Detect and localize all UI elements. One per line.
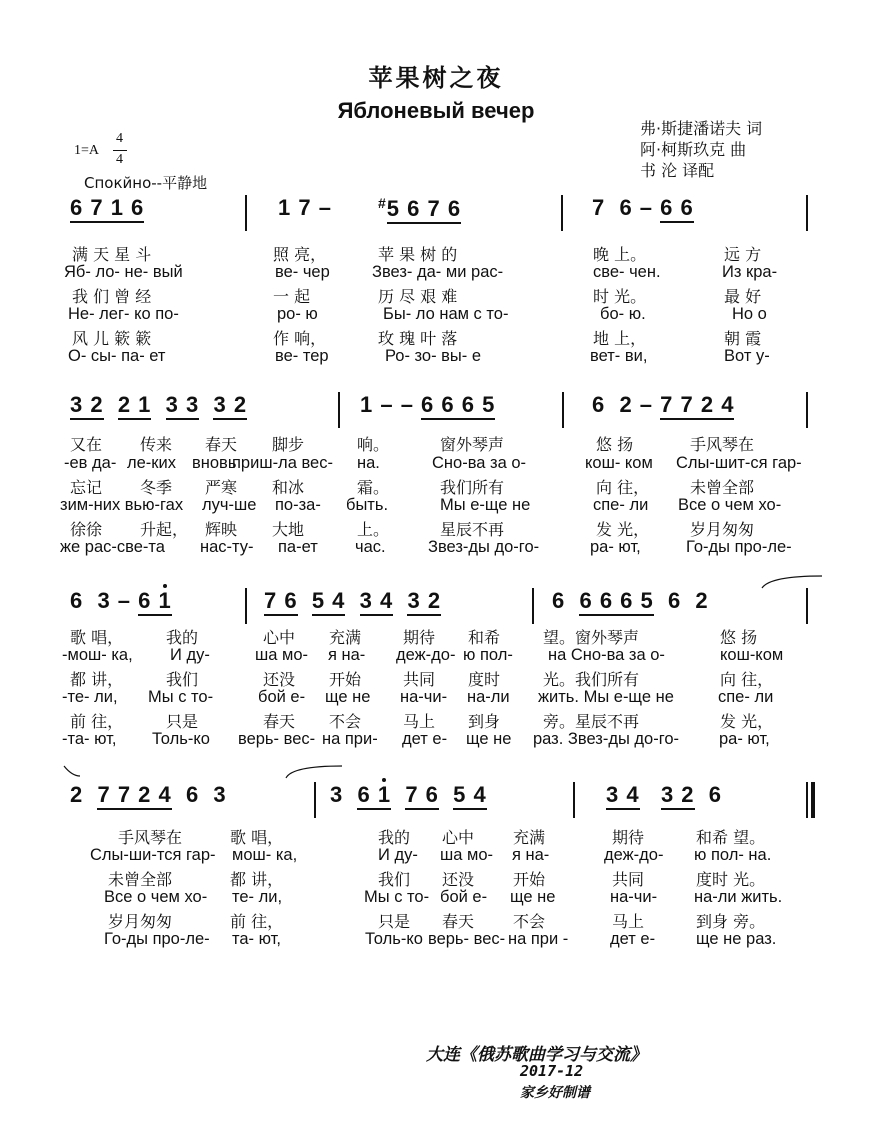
lyric-row2-line4-g: Все о чем хо-	[678, 496, 782, 514]
lyric-row4-line4-a: Все о чем хо-	[104, 888, 208, 906]
lyric-row2-line2-f: Сно-ва за о-	[432, 454, 527, 472]
lyric-row3-line6-a: -та- ют,	[62, 730, 117, 748]
composer-credit: 阿·柯斯玖克 曲	[640, 140, 747, 159]
key-signature: 1=A	[74, 143, 100, 158]
lyric-row3-line6-f: ще не	[466, 730, 512, 748]
lyric-row3-line1-h: 悠 扬	[720, 628, 758, 647]
measure-2-notes-a: 1 7 –	[278, 195, 332, 220]
barline	[806, 392, 808, 428]
lyric-row4-line4-f: на-чи-	[610, 888, 658, 906]
final-barline-thick	[811, 782, 815, 818]
lyric-row1-line6-e: Вот у-	[724, 347, 770, 365]
lyric-row4-line4-e: ще не	[510, 888, 556, 906]
lyric-row4-line6-d: верь- вес-	[428, 930, 506, 948]
lyric-row3-line4-b: Мы с то-	[148, 688, 214, 706]
lyric-row4-line1-b: 歌 唱，	[230, 828, 284, 847]
lyric-row2-line6-a: же рас-све-та	[60, 538, 165, 556]
lyric-row3-line5-h: 发 光，	[720, 712, 774, 731]
measure-12-notes: 3 4 3 2 6	[606, 782, 722, 808]
lyric-row2-line6-e: Звез-ды до-го-	[428, 538, 540, 556]
lyric-row1-line1-e: 远 方	[724, 245, 762, 264]
lyric-row3-line4-f: на-ли	[467, 688, 510, 706]
lyric-row2-line4-d: быть.	[346, 496, 389, 514]
lyric-row4-line6-e: на при -	[508, 930, 569, 948]
lyric-row2-line4-b: луч-ше	[202, 496, 257, 514]
lyric-row3-line3-b: 我们	[166, 670, 199, 689]
lyric-row2-line6-g: Го-ды про-ле-	[686, 538, 792, 556]
lyric-row2-line5-a: 徐徐	[70, 520, 103, 539]
lyric-row3-line5-c: 春天	[263, 712, 296, 731]
lyric-row2-line5-h: 岁月匆匆	[690, 520, 755, 539]
tie-arc-end	[62, 764, 82, 778]
lyric-row1-line2-b: ве- чер	[275, 263, 330, 281]
lyric-row2-line2-c: вновь	[192, 454, 237, 472]
lyric-row3-line3-c: 还没	[263, 670, 296, 689]
barline	[562, 392, 564, 428]
notation-row-1	[0, 195, 872, 235]
footer-date: 2017-12	[520, 1062, 584, 1080]
lyric-row1-line3-a: 我 们 曾 经	[72, 287, 152, 306]
lyric-row4-line3-e: 开始	[513, 870, 546, 889]
lyric-row1-line4-e: Но о	[732, 305, 767, 323]
lyric-row4-line4-b: те- ли,	[232, 888, 283, 906]
tie-arc	[760, 574, 824, 590]
lyric-row3-line5-b: 只是	[166, 712, 199, 731]
lyric-row1-line2-e: Из кра-	[722, 263, 778, 281]
lyric-row3-line2-a: -мош- ка,	[62, 646, 133, 664]
barline	[245, 588, 247, 624]
lyric-row2-line5-c: 辉映	[205, 520, 238, 539]
barline	[245, 195, 247, 231]
lyric-row3-line4-e: на-чи-	[400, 688, 448, 706]
lyric-row4-line3-b: 都 讲，	[230, 870, 284, 889]
lyric-row3-line2-c: ша мо-	[255, 646, 309, 664]
lyric-row2-line5-d: 大地	[272, 520, 305, 539]
lyric-row4-line2-b: мош- ка,	[232, 846, 298, 864]
lyric-row1-line2-d: све- чен.	[593, 263, 661, 281]
lyric-row2-line2-e: на.	[357, 454, 380, 472]
barline	[338, 392, 340, 428]
lyric-row2-line5-g: 发 光，	[596, 520, 650, 539]
lyric-row4-line1-g: 和希 望。	[696, 828, 766, 847]
lyric-row4-line1-e: 充满	[513, 828, 546, 847]
lyric-row4-line1-c: 我的	[378, 828, 411, 847]
lyric-row2-line1-a: 又在	[70, 435, 103, 454]
lyric-row3-line6-h: ра- ют,	[719, 730, 770, 748]
lyric-row2-line3-c: 严寒	[205, 478, 238, 497]
lyric-row2-line1-g: 悠 扬	[596, 435, 634, 454]
lyric-row4-line5-e: 不会	[513, 912, 546, 931]
lyric-row3-line5-e: 马上	[403, 712, 436, 731]
lyric-row2-line5-b: 升起，	[140, 520, 189, 539]
lyric-row3-line2-d: я на-	[328, 646, 366, 664]
lyric-row3-line3-d: 开始	[329, 670, 362, 689]
lyric-row3-line3-g: 光。我们所有	[543, 670, 640, 689]
lyric-row4-line3-c: 我们	[378, 870, 411, 889]
lyric-row4-line5-g: 到身 旁。	[696, 912, 766, 931]
lyric-row4-line2-a: Слы-ши-тся гар-	[90, 846, 216, 864]
lyric-row4-line2-c: И ду-	[378, 846, 418, 864]
measure-11-notes: 3 6 1 7 6 5 4	[330, 782, 487, 808]
lyric-row3-line3-e: 共同	[403, 670, 436, 689]
lyric-row2-line6-d: час.	[355, 538, 386, 556]
lyric-row4-line6-b: та- ют,	[232, 930, 281, 948]
lyric-row2-line4-f: спе- ли	[593, 496, 649, 514]
lyric-row4-line5-c: 只是	[378, 912, 411, 931]
lyric-row4-line2-e: я на-	[512, 846, 550, 864]
lyric-row2-line1-c: 春天	[205, 435, 238, 454]
lyric-row1-line3-c: 历 尽 艰 难	[378, 287, 458, 306]
lyric-row2-line6-c: па-ет	[278, 538, 318, 556]
translator-credit: 书 沦 译配	[640, 161, 715, 180]
measure-9-notes: 6 6 6 6 5 6 2	[552, 588, 709, 614]
measure-10-notes: 2 7 7 2 4 6 3	[70, 782, 227, 808]
lyric-row4-line6-f: дет е-	[610, 930, 656, 948]
lyric-row2-line1-d: 脚步	[272, 435, 305, 454]
measure-8-notes: 7 6 5 4 3 4 3 2	[264, 588, 441, 614]
lyric-row3-line1-e: 期待	[403, 628, 436, 647]
lyric-row1-line2-c: Звез- да- ми рас-	[372, 263, 504, 281]
song-title-russian: Яблоневый вечер	[337, 98, 535, 123]
lyric-row2-line3-f: 我们所有	[440, 478, 505, 497]
barline	[532, 588, 534, 624]
lyric-row1-line6-b: ве- тер	[275, 347, 329, 365]
lyric-row4-line4-c: Мы с то-	[364, 888, 430, 906]
lyric-row4-line6-g: ще не раз.	[696, 930, 777, 948]
lyric-row3-line6-b: Толь-ко	[152, 730, 210, 748]
lyric-row1-line4-a: Не- лег- ко по-	[68, 305, 179, 323]
lyric-row2-line1-h: 手风琴在	[690, 435, 755, 454]
lyric-row2-line3-d: 和冰	[272, 478, 305, 497]
final-barline-thin	[806, 782, 808, 818]
lyric-row4-line2-d: ша мо-	[440, 846, 494, 864]
lyric-row3-line3-h: 向 往，	[720, 670, 774, 689]
lyric-row3-line4-h: спе- ли	[718, 688, 774, 706]
lyric-row4-line6-c: Толь-ко	[365, 930, 423, 948]
lyric-row1-line5-b: 作 响，	[273, 329, 327, 348]
lyric-row4-line5-b: 前 往，	[230, 912, 284, 931]
lyric-row2-line6-f: ра- ют,	[590, 538, 641, 556]
lyric-row4-line4-g: на-ли жить.	[694, 888, 783, 906]
lyric-row1-line4-d: бо- ю.	[600, 305, 646, 323]
measure-2-notes-b: #5 6 7 6	[378, 195, 461, 222]
measure-3-notes: 7 6 – 6 6	[592, 195, 694, 221]
lyric-row1-line4-b: ро- ю	[277, 305, 318, 323]
lyric-row4-line3-g: 度时 光。	[696, 870, 766, 889]
barline	[561, 195, 563, 231]
song-title-chinese: 苹果树之夜	[368, 63, 504, 92]
time-signature-divider	[113, 150, 127, 151]
lyric-row1-line2-a: Яб- ло- не- вый	[64, 263, 183, 281]
lyric-row4-line5-d: 春天	[442, 912, 475, 931]
lyric-row1-line6-c: Ро- зо- вы- е	[385, 347, 482, 365]
lyric-row4-line2-f: деж-до-	[604, 846, 664, 864]
lyric-row3-line2-b: И ду-	[170, 646, 210, 664]
tie-arc	[284, 764, 344, 780]
lyric-row2-line2-d: приш-ла вес-	[232, 454, 333, 472]
lyricist-credit: 弗·斯捷潘诺夫 词	[640, 119, 763, 138]
lyric-row3-line1-f: 和希	[468, 628, 501, 647]
lyric-row3-line4-a: -те- ли,	[62, 688, 118, 706]
lyric-row3-line4-g: жить. Мы е-ще не	[538, 688, 674, 706]
measure-7-notes: 6 3 – 6 1	[70, 588, 172, 614]
time-signature-bottom: 4	[116, 152, 123, 167]
lyric-row1-line3-d: 时 光。	[593, 287, 647, 306]
tempo-marking: Спокйно--平静地	[84, 174, 208, 192]
lyric-row1-line1-c: 苹 果 树 的	[378, 245, 458, 264]
lyric-row1-line1-b: 照 亮，	[273, 245, 327, 264]
measure-1-notes: 6 7 1 6	[70, 195, 144, 221]
lyric-row2-line2-g: кош- ком	[585, 454, 653, 472]
lyric-row4-line3-f: 共同	[612, 870, 645, 889]
lyric-row4-line3-a: 未曾全部	[108, 870, 173, 889]
lyric-row3-line6-c: верь- вес-	[238, 730, 316, 748]
lyric-row1-line1-a: 满 天 星 斗	[72, 245, 152, 264]
lyric-row3-line3-f: 度时	[468, 670, 501, 689]
lyric-row3-line2-f: ю пол-	[463, 646, 513, 664]
lyric-row1-line6-a: О- сы- па- ет	[68, 347, 166, 365]
lyric-row3-line6-d: на при-	[322, 730, 378, 748]
lyric-row1-line4-c: Бы- ло нам с то-	[383, 305, 509, 323]
lyric-row4-line5-a: 岁月匆匆	[108, 912, 173, 931]
lyric-row2-line3-h: 未曾全部	[690, 478, 755, 497]
notation-row-3	[0, 588, 872, 628]
lyric-row1-line5-d: 地 上，	[593, 329, 647, 348]
lyric-row2-line3-b: 冬季	[140, 478, 173, 497]
lyric-row2-line4-c: по-за-	[275, 496, 321, 514]
lyric-row2-line5-e: 上。	[357, 520, 390, 539]
lyric-row2-line4-e: Мы е-ще не	[440, 496, 531, 514]
lyric-row3-line5-g: 旁。星辰不再	[543, 712, 640, 731]
lyric-row3-line2-h: кош-ком	[720, 646, 784, 664]
lyric-row1-line6-d: вет- ви,	[590, 347, 648, 365]
time-signature-top: 4	[116, 131, 123, 146]
lyric-row4-line3-d: 还没	[442, 870, 475, 889]
lyric-row2-line2-a: -ев да-	[64, 454, 117, 472]
lyric-row4-line5-f: 马上	[612, 912, 645, 931]
lyric-row2-line3-e: 霜。	[357, 478, 390, 497]
measure-5-notes: 1 – – 6 6 6 5	[360, 392, 495, 418]
barline	[806, 588, 808, 624]
lyric-row2-line5-f: 星辰不再	[440, 520, 505, 539]
lyric-row1-line1-d: 晚 上。	[593, 245, 647, 264]
lyric-row2-line3-a: 忘记	[70, 478, 103, 497]
lyric-row4-line6-a: Го-ды про-ле-	[104, 930, 210, 948]
lyric-row2-line1-b: 传来	[140, 435, 173, 454]
lyric-row4-line1-a: 手风琴在	[118, 828, 183, 847]
lyric-row3-line1-d: 充满	[329, 628, 362, 647]
lyric-row4-line4-d: бой е-	[440, 888, 488, 906]
lyric-row2-line1-f: 窗外琴声	[440, 435, 505, 454]
barline	[314, 782, 316, 818]
lyric-row4-line1-f: 期待	[612, 828, 645, 847]
lyric-row2-line4-a: зим-них вью-гах	[60, 496, 184, 514]
lyric-row1-line3-e: 最 好	[724, 287, 762, 306]
lyric-row3-line5-f: 到身	[468, 712, 501, 731]
footer-maker: 家乡好制谱	[520, 1085, 590, 1101]
lyric-row3-line3-a: 都 讲，	[70, 670, 124, 689]
lyric-row4-line2-g: ю пол- на.	[694, 846, 772, 864]
lyric-row3-line5-d: 不会	[329, 712, 362, 731]
lyric-row3-line2-e: деж-до-	[396, 646, 456, 664]
lyric-row1-line5-c: 玫 瑰 叶 落	[378, 329, 458, 348]
lyric-row3-line1-c: 心中	[263, 628, 296, 647]
lyric-row2-line2-h: Слы-шит-ся гар-	[676, 454, 802, 472]
lyric-row2-line6-b: нас-ту-	[200, 538, 254, 556]
lyric-row2-line2-b: ле-ких	[127, 454, 176, 472]
lyric-row3-line5-a: 前 往，	[70, 712, 124, 731]
lyric-row3-line6-e: дет е-	[402, 730, 448, 748]
lyric-row3-line1-a: 歌 唱，	[70, 628, 124, 647]
lyric-row1-line3-b: 一 起	[273, 287, 311, 306]
lyric-row1-line5-e: 朝 霞	[724, 329, 762, 348]
lyric-row1-line5-a: 风 儿 簌 簌	[72, 329, 152, 348]
lyric-row3-line2-g: на Сно-ва за о-	[548, 646, 665, 664]
notation-row-2	[0, 392, 872, 432]
lyric-row2-line3-g: 向 往，	[596, 478, 650, 497]
measure-6-notes: 6 2 – 7 7 2 4	[592, 392, 734, 418]
notation-row-4	[0, 782, 872, 822]
lyric-row3-line4-c: бой е-	[258, 688, 306, 706]
barline	[573, 782, 575, 818]
lyric-row3-line4-d: ще не	[325, 688, 371, 706]
lyric-row4-line1-d: 心中	[442, 828, 475, 847]
measure-4-notes: 3 2 2 1 3 3 3 2	[70, 392, 247, 418]
lyric-row2-line1-e: 响。	[357, 435, 390, 454]
lyric-row3-line6-g: раз. Звез-ды до-го-	[533, 730, 680, 748]
lyric-row3-line1-g: 望。窗外琴声	[543, 628, 640, 647]
barline	[806, 195, 808, 231]
lyric-row3-line1-b: 我的	[166, 628, 199, 647]
footer-source: 大连《俄苏歌曲学习与交流》	[426, 1045, 647, 1065]
